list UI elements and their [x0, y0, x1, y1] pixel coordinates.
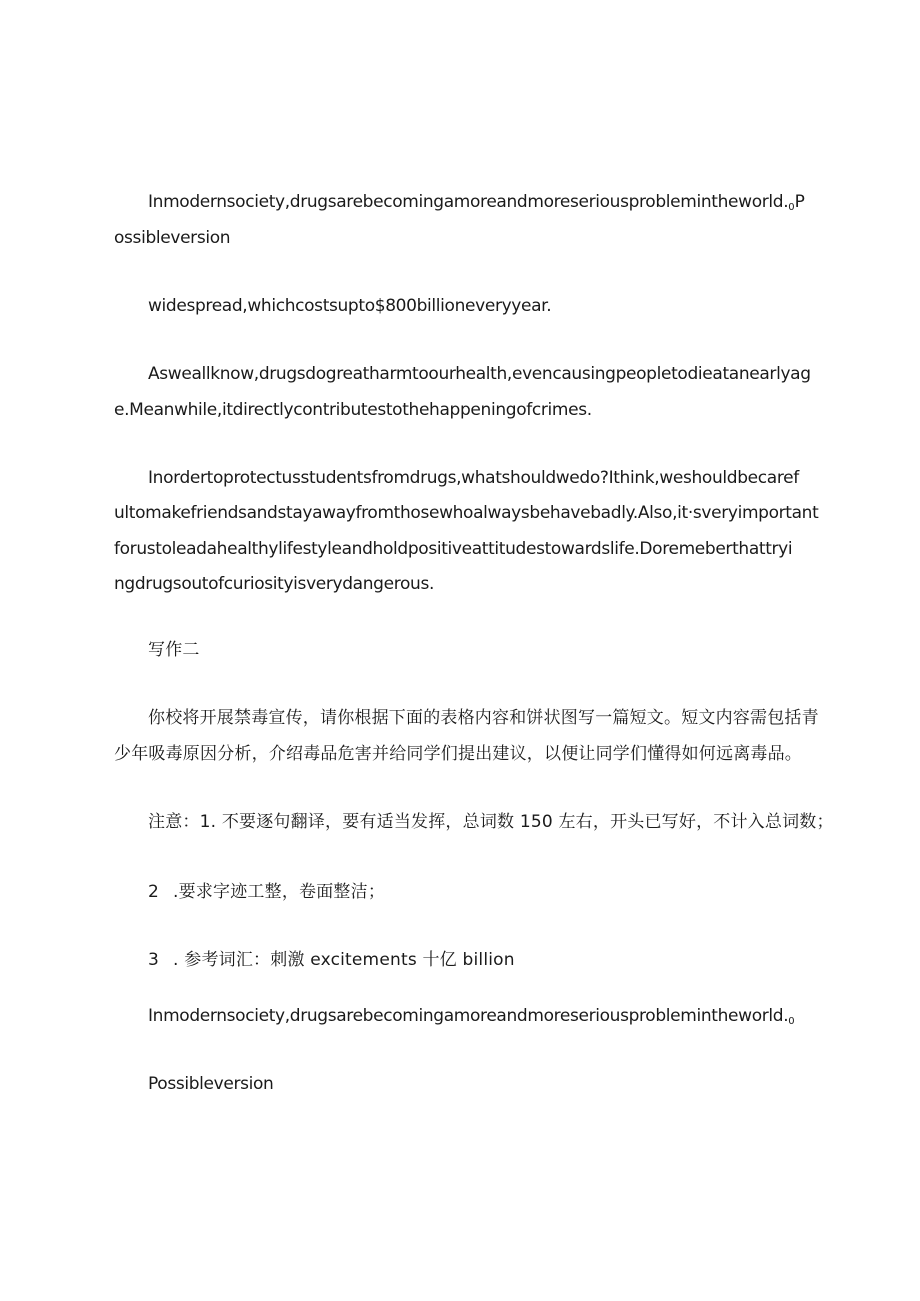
text-run: Inmodernsociety,drugsarebecomingamoreandmoreseriousprobleminthe — [148, 192, 739, 212]
prompt-line-2: 少年吸毒原因分析，介绍毒品危害并给同学们提出建议，以便让同学们懂得如何远离毒品。 — [114, 744, 802, 764]
note-text: . 参考词汇：刺激 excitements 十亿 billion — [173, 950, 515, 970]
essay-p3-line-2: e.Meanwhile,itdirectlycontributestothehappeningofcrimes. — [114, 400, 592, 420]
note-2 — [148, 880, 385, 904]
essay-p4-line-2: ultomakefriendsandstayawayfromthosewhoalwaysbehavebadly.Also,it·sveryimportant — [114, 503, 819, 523]
note-text: .要求字迹工整，卷面整洁； — [173, 882, 386, 902]
text-run: Inmodernsociety,drugsarebecomingamoreandmoreseriousprobleminthe — [148, 1006, 739, 1026]
essay-p1-line-2: ossibleversion — [114, 228, 231, 248]
essay-p4-line-4: ngdrugsoutofcuriosityisverydangerous. — [114, 574, 435, 594]
text-run: P — [794, 192, 805, 212]
note-number: 2 — [148, 882, 160, 902]
prompt-line-1: 你校将开展禁毒宣传，请你根据下面的表格内容和饼状图写一篇短文。短文内容需包括青 — [148, 708, 819, 728]
text-run: world. — [738, 192, 789, 212]
essay-p4-line-1: Inordertoprotectusstudentsfromdrugs,whatshouldwedo?Ithink,weshouldbecaref — [148, 468, 799, 488]
essay-p3-line-1: Asweallknow,drugsdogreatharmtoourhealth,evencausingpeopletodieatanearlyag — [148, 364, 811, 384]
subscript-zero: 0 — [788, 1016, 795, 1027]
note-number: 3 — [148, 950, 160, 970]
essay-p4-line-3: forustoleadahealthylifestyleandholdpositiveattitudestowardslife.Doremeberthattryi — [114, 539, 793, 559]
essay-p2-line-1: widespread,whichcostsupto$800billioneveryyear. — [148, 296, 552, 316]
section-title: 写作二 — [148, 640, 200, 660]
note-3 — [148, 948, 515, 972]
essay-p1-line-1 — [148, 190, 805, 220]
subscript-zero: 0 — [788, 202, 795, 213]
opening-line-1 — [148, 1004, 795, 1034]
text-run: world. — [738, 1006, 789, 1026]
opening-line-2: Possibleversion — [148, 1074, 274, 1094]
note-1: 注意：1. 不要逐句翻译，要有适当发挥，总词数 150 左右，开头已写好，不计入总词数； — [148, 812, 834, 832]
